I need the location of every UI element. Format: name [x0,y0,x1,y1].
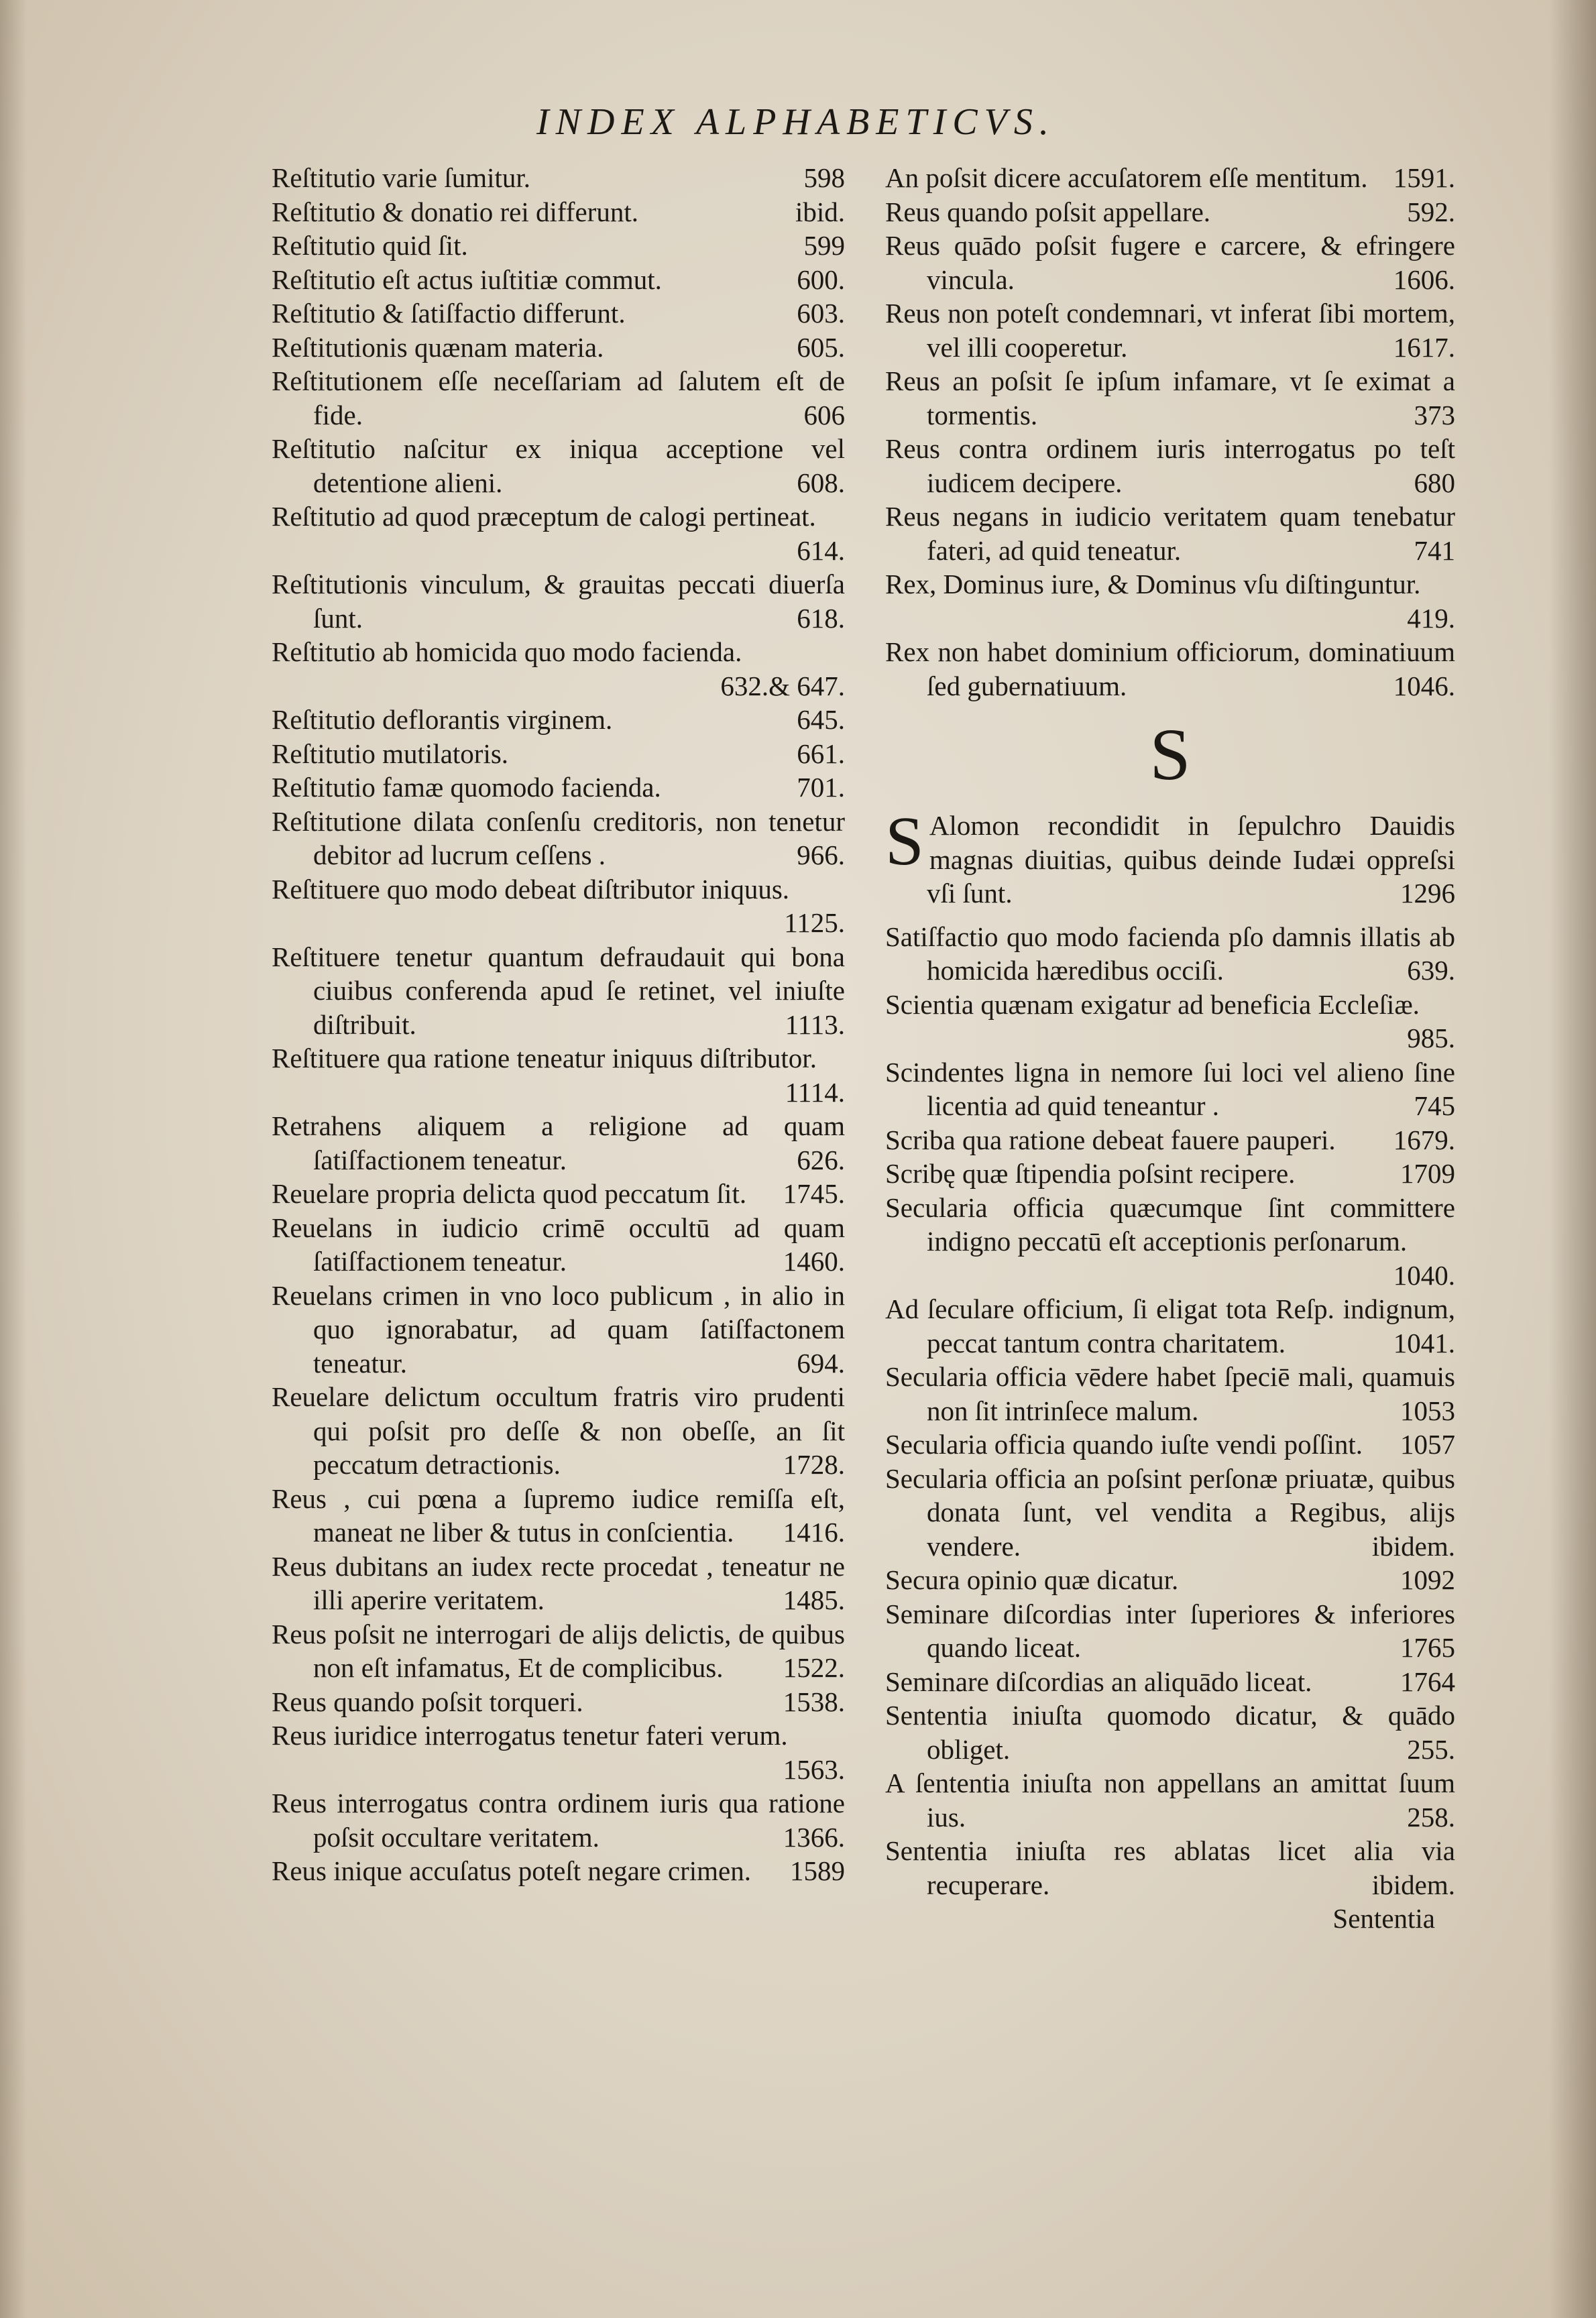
entry-page: 605. [797,331,845,363]
entry-page: 1296 [1400,878,1455,909]
index-entry [885,500,1455,567]
entry-page: 1728. [783,1449,845,1480]
index-entry [272,703,845,737]
index-entry [885,195,1455,229]
entry-text: Reſtitutio quid ſit. [272,230,468,261]
entry-text: Reuelare delictum occultum fratris viro prudenti qui poſsit pro deſſe & non obeſſe, an ſit peccatum detractionis. [272,1381,845,1480]
entry-page: 680 [1414,467,1455,498]
index-entry [885,432,1455,500]
entry-page: ibidem. [1371,1530,1455,1562]
index-entry [885,229,1455,296]
entry-text: Sententia iniuſta quomodo dicatur, & quādo obliget. [885,1700,1455,1765]
entry-text: Reſtituere tenetur quantum defraudauit qui bona ciuibus conferenda apud ſe retinet, vel iniuſte diſtribuit. [272,941,845,1040]
entry-text: Reus , cui pœna a ſupremo iudice remiſſa eſt, maneat ne liber & tutus in conſcientia. [272,1483,845,1548]
entry-text: Reus contra ordinem iuris interrogatus po teſt iudicem decipere. [885,433,1455,498]
entry-text: Reus quando poſsit appellare. [885,196,1211,227]
entry-text: Ad ſeculare officium, ſi eligat tota Reſp. indignum, peccat tantum contra charitatem. [885,1293,1455,1358]
index-entry [885,1563,1455,1597]
entry-page: 258. [1407,1801,1455,1833]
page-header: INDEX ALPHABETICVS. [536,101,1056,143]
entry-text: Reſtituere quo modo debeat diſtributor iniquus. [272,873,790,905]
entry-page: 1125. [784,907,845,938]
entry-page: 1046. [1393,670,1455,701]
entry-page: 1460. [783,1246,845,1277]
index-entry [885,567,1455,635]
index-entry [885,364,1455,432]
entry-page: 1041. [1393,1327,1455,1358]
entry-page: 626. [797,1144,845,1175]
entry-page: 1053 [1400,1395,1455,1426]
entry-page: 1563. [783,1753,845,1785]
entry-text: Reſtitutione dilata conſenſu creditoris, non tenetur debitor ad lucrum ceſſens . [272,805,845,870]
entry-text: Rex non habet dominium officiorum, dominatiuum ſed gubernatiuum. [885,636,1455,701]
index-entry [885,1157,1455,1191]
index-entry [272,1380,845,1482]
entry-page: 661. [797,738,845,769]
index-entry [272,1211,845,1279]
entry-page: 639. [1407,955,1455,986]
entry-text: Secura opinio quæ dicatur. [885,1564,1179,1595]
entry-page: ibid. [795,196,845,227]
right-column [885,161,1455,1935]
entry-text: Reus poſsit ne interrogari de alijs delictis, de quibus non eſt infamatus, Et de complicibus. [272,1618,845,1683]
index-entry [885,1191,1455,1293]
entry-page: 694. [797,1347,845,1379]
entry-text: Reus interrogatus contra ordinem iuris qua ratione poſsit occultare veritatem. [272,1788,845,1853]
entry-page: 1617. [1393,331,1455,363]
index-entry [272,1041,845,1109]
index-entry [272,940,845,1042]
entry-page: 1709 [1400,1158,1455,1189]
entry-page: 745 [1414,1090,1455,1121]
drop-cap: S [885,803,924,880]
entry-page: 1606. [1393,264,1455,295]
index-entry [272,1550,845,1617]
index-entry [885,920,1455,988]
entry-text: Secularia officia quæcumque ſint committere indigno peccatū eſt acceptionis perſonarum. [885,1192,1455,1257]
entry-text: Reſtitutio naſcitur ex iniqua acceptione vel detentione alieni. [272,433,845,498]
entry-text: Reuelare propria delicta quod peccatum ſit. [272,1178,747,1209]
entry-text: Reſtitutionis quænam materia. [272,331,604,363]
index-entry [272,229,845,263]
entry-text: Scribę quæ ſtipendia poſsint recipere. [885,1158,1296,1189]
entry-page: 600. [797,264,845,295]
entry-text: Seminare diſcordias an aliquādo liceat. [885,1666,1312,1697]
entry-text: Rex, Dominus iure, & Dominus vſu diſtinguntur. [885,569,1421,599]
index-entry [272,770,845,805]
index-entry [272,1279,845,1381]
entry-text: Reſtitutio mutilatoris. [272,738,509,769]
entry-text: Sententia iniuſta res ablatas licet alia via recuperare. [885,1835,1455,1900]
entry-page: 966. [797,839,845,870]
index-entry [272,195,845,229]
entry-page: 606 [803,399,845,430]
entry-page: 419. [1407,602,1455,634]
index-entry [272,872,845,940]
entry-page: 741 [1414,534,1455,566]
index-entry [885,1665,1455,1699]
entry-page: 1057 [1400,1429,1455,1460]
entry-text: Satiſfactio quo modo facienda pſo damnis illatis ab homicida hæredibus occiſi. [885,921,1455,986]
entry-text: Reuelans crimen in vno loco publicum , in alio in quo ignorabatur, ad quam ſatiſfactonem teneatur. [272,1279,845,1379]
entry-page: 1113. [785,1008,845,1040]
entry-page: 1092 [1400,1564,1455,1595]
entry-text: Reſtitutio varie ſumitur. [272,162,531,193]
entry-text: Reus iuridice interrogatus tenetur fateri verum. [272,1720,788,1751]
entry-text: Reſtitutio & donatio rei differunt. [272,196,638,227]
section-letter-s: S [1149,713,1191,795]
entry-page: ibidem. [1371,1869,1455,1900]
index-entry [272,567,845,635]
entry-text: Reſtituere qua ratione teneatur iniquus diſtributor. [272,1043,817,1074]
entry-text: Reſtitutio famæ quomodo facienda. [272,772,661,803]
entry-text: Reus quando poſsit torqueri. [272,1686,583,1717]
index-entry [272,805,845,872]
entry-text: Reus inique accuſatus poteſt negare crimen. [272,1855,751,1886]
index-entry [272,364,845,432]
index-entry [885,1766,1455,1834]
entry-text: Secularia officia vēdere habet ſpeciē mali, quamuis non ſit intrinſece malum. [885,1361,1455,1426]
entry-text: Reuelans in iudicio crimē occultū ad quam ſatiſfactionem teneatur. [272,1212,845,1277]
left-column [272,161,845,1888]
entry-text: Scriba qua ratione debeat fauere pauperi. [885,1124,1336,1155]
index-entry [272,1177,845,1211]
entry-text: Reus an poſsit ſe ipſum infamare, vt ſe eximat a tormentis. [885,365,1455,430]
index-entry [272,331,845,365]
entry-page: 985. [1407,1023,1455,1053]
index-entry [272,1719,845,1786]
index-entry [885,1123,1455,1157]
index-entry [885,1360,1455,1428]
index-entry [272,432,845,500]
entry-text: Reſtitutionem eſſe neceſſariam ad ſalutem eſt de fide. [272,365,845,430]
index-entry [885,1055,1455,1123]
entry-page: 1416. [783,1517,845,1548]
entry-page: 1522. [783,1652,845,1683]
entry-text: Reſtitutio deflorantis virginem. [272,704,613,735]
entry-text: Scindentes ligna in nemore ſui loci vel alieno ſine licentia ad quid teneantur . [885,1056,1455,1121]
entry-page: 618. [797,602,845,634]
entry-page: 1366. [783,1821,845,1853]
entry-page: 645. [797,704,845,735]
index-entry [272,263,845,297]
entry-page: 1040. [1393,1259,1455,1291]
entry-page: 1679. [1393,1124,1455,1155]
entry-page: 1589 [790,1855,845,1886]
index-entry [272,1854,845,1888]
entry-page: 1485. [783,1584,845,1615]
entry-text: Secularia officia quando iuſte vendi poſſint. [885,1429,1363,1460]
r-entries [885,161,1455,703]
index-entry [272,635,845,703]
index-entry [885,296,1455,364]
entry-page: 701. [797,772,845,803]
index-entry [272,296,845,331]
entry-page: 608. [797,467,845,498]
entry-page: 255. [1407,1733,1455,1765]
entry-page: 632.& 647. [720,670,845,701]
index-entry [272,1685,845,1719]
index-entry [272,1109,845,1177]
index-entry [885,1462,1455,1564]
entry-page: 603. [797,298,845,329]
entry-text: Alomon recondidit in ſepulchro Dauidis magnas diuitias, quibus deinde Iudæi oppreſsi vſi ſunt. [927,810,1455,909]
entry-page: 1114. [785,1076,845,1108]
entry-page: 1591. [1393,162,1455,193]
entry-page: 1765 [1400,1632,1455,1663]
entry-text: Reus negans in iudicio veritatem quam tenebatur fateri, ad quid teneatur. [885,501,1455,566]
entry-text: Reſtitutio ad quod præceptum de calogi pertineat. [272,501,816,532]
entry-text: Retrahens aliquem a religione ad quam ſatiſfactionem teneatur. [272,1110,845,1175]
index-entry [885,161,1455,195]
page-shadow-right [1549,0,1596,2318]
page-shadow-left [0,0,27,2318]
entry-text: Scientia quænam exigatur ad beneficia Eccleſiæ. [885,988,1420,1020]
index-entry [885,1428,1455,1462]
s-entries [885,920,1455,1902]
entry-text: Seminare diſcordias inter ſuperiores & inferiores quando liceat. [885,1598,1455,1663]
entry-text: Reſtitutio & ſatiſfactio differunt. [272,298,626,329]
entry-page: 1538. [783,1686,845,1717]
index-entry [272,1482,845,1550]
entry-page: 1764 [1400,1666,1455,1697]
first-s-entry [885,803,1455,911]
entry-text: Secularia officia an poſsint perſonæ priuatæ, quibus donata ſunt, vel vendita a Regibus, alijs vendere. [885,1462,1455,1562]
index-entry [885,1698,1455,1766]
entry-text: Reſtitutio ab homicida quo modo facienda. [272,636,742,667]
index-entry [272,1617,845,1685]
entry-text: Reſtitutionis vinculum, & grauitas peccati diuerſa ſunt. [272,569,845,634]
index-entry [885,1834,1455,1902]
entry-text: Reus non poteſt condemnari, vt inferat ſibi mortem, vel illi cooperetur. [885,298,1455,363]
entry-page: 598 [803,162,845,193]
catchword: Sententia [1332,1903,1435,1934]
index-entry [885,1292,1455,1360]
index-entry [885,635,1455,703]
entry-page: 614. [797,534,845,566]
index-entry [885,1597,1455,1665]
index-entry [885,988,1455,1055]
entry-text: A ſententia iniuſta non appellans an amittat ſuum ius. [885,1768,1455,1833]
entry-page: 1745. [783,1178,845,1209]
entry-page: 592. [1407,196,1455,227]
index-entry [272,1786,845,1854]
entry-text: Reus quādo poſsit fugere e carcere, & efringere vincula. [885,230,1455,295]
entry-text: Reſtitutio eſt actus iuſtitiæ commut. [272,264,662,295]
index-entry [272,500,845,567]
entry-page: 373 [1414,399,1455,430]
index-entry [272,737,845,771]
entry-page: 599 [803,230,845,261]
index-entry [272,161,845,195]
entry-text: Reus dubitans an iudex recte procedat , teneatur ne illi aperire veritatem. [272,1550,845,1615]
entry-text: An poſsit dicere accuſatorem eſſe mentitum. [885,162,1368,193]
